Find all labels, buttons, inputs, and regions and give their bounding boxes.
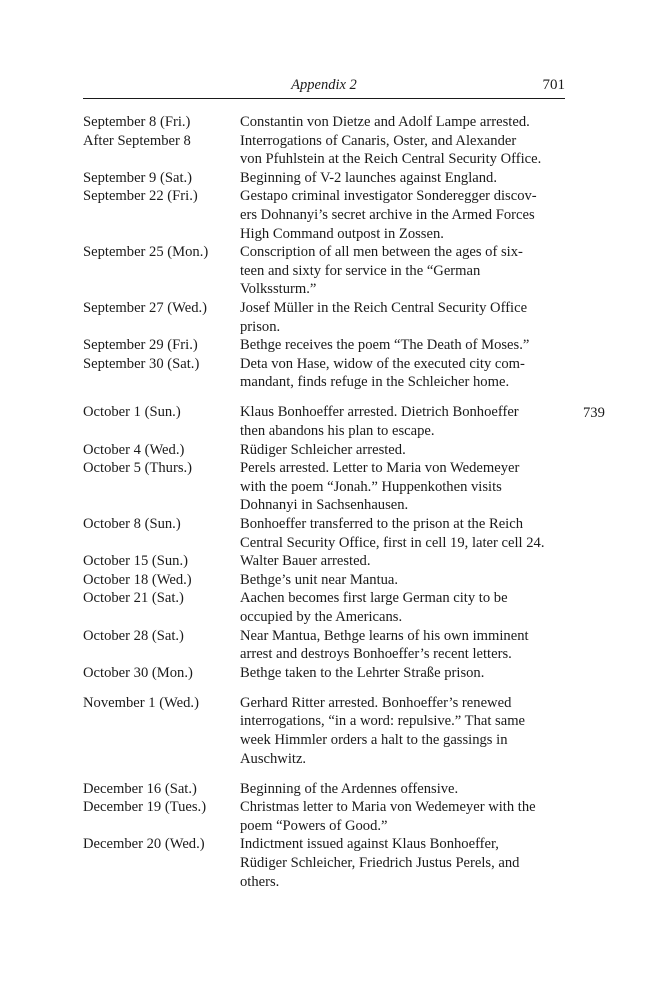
- chronology-entry: [83, 515, 565, 552]
- entry-date: October 5 (Thurs.): [83, 460, 193, 477]
- entry-date: December 16 (Sat.): [83, 780, 197, 797]
- entry-text: Gerhard Ritter arrested. Bonhoeffer’s renewed interrogations, “in a word: repulsive.” That same week Himmler orders a halt to the gassings in Auschwitz.: [240, 694, 526, 767]
- entry-text: Beginning of V-2 launches against England.: [240, 169, 497, 186]
- entry-date: November 1 (Wed.): [83, 694, 199, 711]
- entry-text: Bethge’s unit near Mantua.: [240, 571, 399, 588]
- entry-text: Interrogations of Canaris, Oster, and Alexander von Pfuhlstein at the Reich Central Security Office.: [240, 132, 542, 168]
- entry-date: After September 8: [83, 132, 191, 149]
- entry-date: September 22 (Fri.): [83, 188, 198, 205]
- chronology-entry: [83, 798, 565, 835]
- entry-date: December 20 (Wed.): [83, 836, 205, 853]
- entry-date: September 9 (Sat.): [83, 169, 193, 186]
- entry-date: September 25 (Mon.): [83, 244, 209, 261]
- entry-date: September 29 (Fri.): [83, 337, 198, 354]
- entry-text: Aachen becomes first large German city to be occupied by the Americans.: [240, 590, 508, 625]
- entry-date: September 8 (Fri.): [83, 114, 191, 130]
- chronology-entry: [83, 355, 565, 392]
- entry-date: September 27 (Wed.): [83, 299, 208, 316]
- entry-date: October 18 (Wed.): [83, 571, 192, 588]
- entry-date: October 1 (Sun.): [83, 404, 181, 421]
- chronology-entry: [83, 835, 565, 891]
- entry-date: October 15 (Sun.): [83, 553, 188, 570]
- entry-date: October 4 (Wed.): [83, 441, 185, 458]
- chronology-entry: [83, 132, 565, 169]
- entry-text: Indictment issued against Klaus Bonhoeffer, Rüdiger Schleicher, Friedrich Justus Perels, and others.: [240, 836, 520, 890]
- entry-text: Conscription of all men between the ages of six- teen and sixty for service in the “German Volkssturm.”: [240, 244, 523, 298]
- entry-text: Bonhoeffer transferred to the prison at the Reich Central Security Office, first in cell 19, later cell 24.: [240, 515, 545, 551]
- chronology-entry: [83, 169, 565, 188]
- chronology-entry: [83, 113, 565, 132]
- chronology-list: [83, 113, 565, 891]
- chronology-entry: [83, 780, 565, 799]
- entry-date: December 19 (Tues.): [83, 799, 207, 816]
- chronology-entry: [83, 441, 565, 460]
- entry-date: October 30 (Mon.): [83, 664, 193, 681]
- entry-text: Rüdiger Schleicher arrested.: [240, 441, 406, 458]
- entry-text: Beginning of the Ardennes offensive.: [240, 780, 459, 797]
- entry-text: Walter Bauer arrested.: [240, 553, 371, 570]
- chronology-entry: [83, 299, 565, 336]
- entry-text: Klaus Bonhoeffer arrested. Dietrich Bonhoeffer then abandons his plan to escape.: [240, 404, 519, 439]
- chronology-entry: [83, 552, 565, 571]
- margin-page-reference: 739: [583, 405, 605, 421]
- chronology-entry: [83, 403, 565, 440]
- entry-text: Bethge taken to the Lehrter Straße prison.: [240, 664, 485, 681]
- entry-date: October 21 (Sat.): [83, 590, 184, 607]
- header-rule: [83, 98, 565, 99]
- entry-text: Deta von Hase, widow of the executed city com- mandant, finds refuge in the Schleicher home.: [240, 355, 525, 391]
- chronology-entry: [83, 627, 565, 664]
- chronology-entry: [83, 694, 565, 768]
- chronology-entry: [83, 664, 565, 683]
- entry-date: October 8 (Sun.): [83, 515, 181, 532]
- running-title: Appendix 2: [291, 77, 357, 93]
- entry-text: Josef Müller in the Reich Central Security Office prison.: [240, 299, 528, 335]
- chronology-entry: [83, 459, 565, 515]
- entry-date: September 30 (Sat.): [83, 355, 200, 372]
- entry-text: Gestapo criminal investigator Sonderegger discov- ers Dohnanyi’s secret archive in the Armed Forces High Command outpost in Zossen.: [240, 188, 537, 242]
- chronology-entry: [83, 571, 565, 590]
- entry-text: Christmas letter to Maria von Wedemeyer with the poem “Powers of Good.”: [240, 799, 536, 834]
- page-number: 701: [542, 77, 565, 93]
- entry-date: October 28 (Sat.): [83, 627, 184, 644]
- chronology-entry: [83, 589, 565, 626]
- chronology-entry: [83, 187, 565, 243]
- entry-text: Constantin von Dietze and Adolf Lampe arrested.: [240, 114, 530, 130]
- entry-text: Near Mantua, Bethge learns of his own imminent arrest and destroys Bonhoeffer’s recent letters.: [240, 627, 529, 663]
- chronology-entry: [83, 336, 565, 355]
- running-head: [83, 74, 565, 96]
- entry-text: Bethge receives the poem “The Death of Moses.”: [240, 337, 530, 354]
- chronology-entry: [83, 243, 565, 299]
- entry-text: Perels arrested. Letter to Maria von Wedemeyer with the poem “Jonah.” Huppenkothen visits Dohnanyi in Sachsenhausen.: [240, 460, 520, 514]
